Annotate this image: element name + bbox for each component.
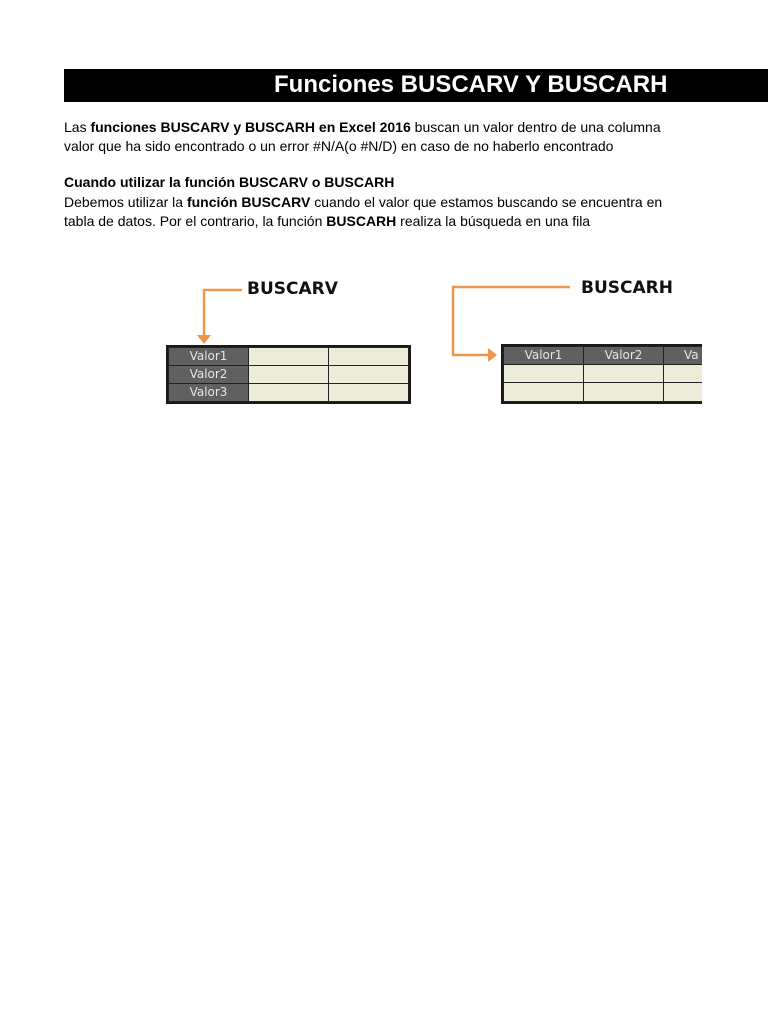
buscarv-table xyxy=(166,345,411,404)
cell-label: Valor2 xyxy=(189,367,228,381)
section-text: Debemos utilizar la xyxy=(64,194,187,210)
section-heading: Cuando utilizar la función BUSCARV o BUSCARH xyxy=(64,174,395,190)
table-cell xyxy=(583,364,664,383)
section-text-end: cuando el valor que estamos buscando se encuentra en xyxy=(310,194,663,210)
table-cell xyxy=(328,383,409,402)
cell-label: Valor1 xyxy=(524,348,563,362)
table-cell xyxy=(248,347,329,366)
title-bar xyxy=(64,69,768,102)
buscarv-row-header xyxy=(168,383,249,402)
table-cell xyxy=(583,382,664,402)
cell-label: Valor1 xyxy=(189,349,228,363)
table-cell xyxy=(503,364,584,383)
table-cell xyxy=(248,365,329,384)
section-line-2 xyxy=(64,212,704,230)
buscarv-row-header xyxy=(168,347,249,366)
buscarh-arrow-head xyxy=(488,348,497,362)
section-bold: función BUSCARV xyxy=(186,194,311,210)
intro-line-1 xyxy=(64,118,704,136)
table-cell xyxy=(663,382,702,402)
buscarv-label: BUSCARV xyxy=(247,279,338,299)
table-cell xyxy=(663,364,702,383)
section-text-2-end: realiza la búsqueda en una fila xyxy=(396,213,591,229)
section-bold-2: BUSCARH xyxy=(326,213,397,229)
intro-text-end: buscan un valor dentro de una columna xyxy=(410,119,661,135)
buscarh-col-header xyxy=(503,346,584,365)
cell-label: Valor3 xyxy=(189,385,228,399)
buscarv-arrow xyxy=(204,290,242,340)
cell-label: Valor2 xyxy=(604,348,643,362)
cell-label: Va xyxy=(684,348,699,362)
lookup-figure-clip xyxy=(0,260,702,420)
section-text-2: tabla de datos. Por el contrario, la función xyxy=(64,213,327,229)
table-cell xyxy=(328,347,409,366)
intro-bold: funciones BUSCARV y BUSCARH en Excel 2016 xyxy=(90,119,411,135)
buscarv-row-header xyxy=(168,365,249,384)
buscarh-col-header xyxy=(663,346,702,365)
buscarv-arrow-head xyxy=(197,335,211,344)
page-title: Funciones BUSCARV Y BUSCARH xyxy=(274,71,668,98)
lookup-figure xyxy=(0,260,768,420)
intro-text: Las xyxy=(64,119,91,135)
buscarh-table xyxy=(501,344,702,404)
section-line-1 xyxy=(64,193,704,211)
buscarh-col-header xyxy=(583,346,664,365)
table-cell xyxy=(503,382,584,402)
table-cell xyxy=(248,383,329,402)
table-cell xyxy=(328,365,409,384)
buscarh-label: BUSCARH xyxy=(581,278,673,298)
intro-line-2: valor que ha sido encontrado o un error #N/A(o #N/D) en caso de no haberlo encontrado xyxy=(64,138,614,154)
